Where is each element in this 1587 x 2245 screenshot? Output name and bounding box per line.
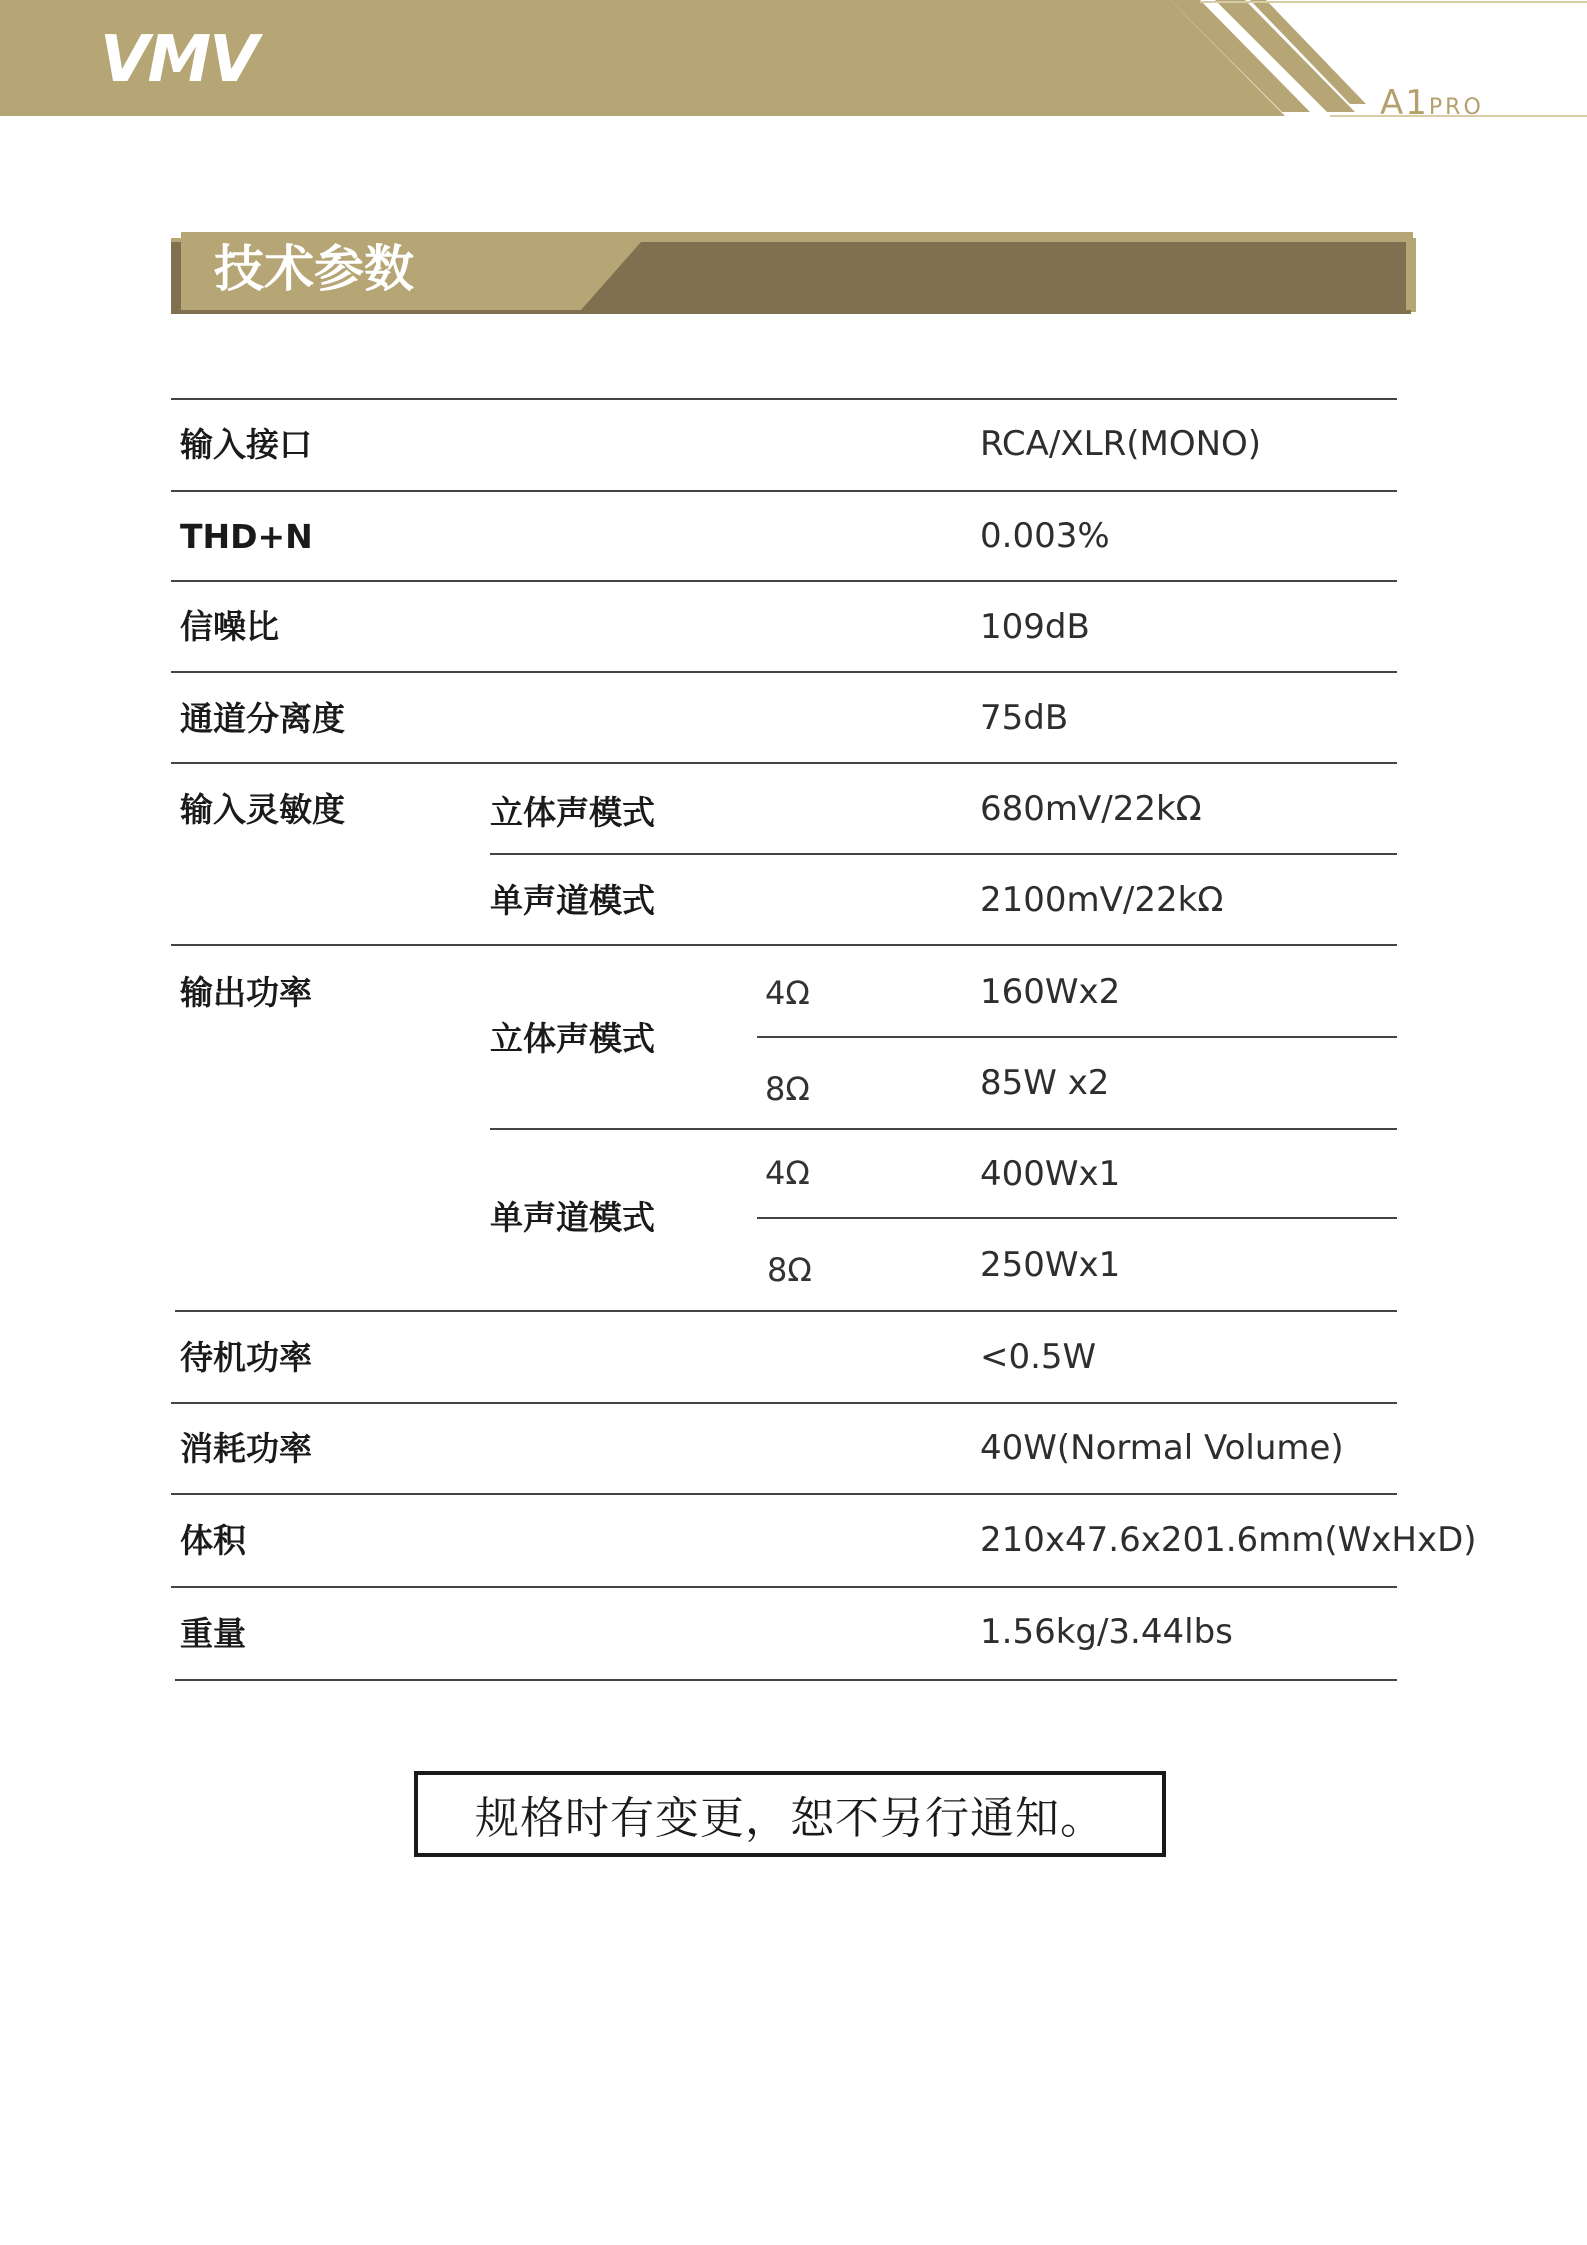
output-mono-load-8: 8Ω (767, 1251, 812, 1289)
output-stereo-value-4: 160Wx2 (980, 972, 1121, 1012)
weight-value: 1.56kg/3.44lbs (980, 1612, 1233, 1652)
sensitivity-mono-value: 2100mV/22kΩ (980, 880, 1224, 920)
snr-label: 信噪比 (180, 607, 279, 646)
thd-label: THD+N (180, 517, 313, 556)
change-notice-box (414, 1771, 1166, 1857)
output-mono-value-8: 250Wx1 (980, 1245, 1121, 1285)
section-title: 技术参数 (214, 240, 414, 298)
change-notice-text: 规格时有变更，恕不另行通知。 (475, 1793, 1105, 1844)
output-stereo-load-4: 4Ω (765, 974, 810, 1012)
weight-label: 重量 (180, 1614, 246, 1653)
separation-value: 75dB (980, 698, 1069, 738)
output-stereo-label: 立体声模式 (490, 1019, 655, 1058)
sensitivity-stereo-label: 立体声模式 (490, 793, 655, 832)
sensitivity-mono-label: 单声道模式 (490, 881, 655, 920)
output-mono-value-4: 400Wx1 (980, 1154, 1121, 1194)
consumption-value: 40W(Normal Volume) (980, 1428, 1344, 1468)
brand-logo: VMV (100, 23, 257, 97)
sensitivity-label: 输入灵敏度 (180, 790, 345, 829)
model-suffix: PRO (1428, 95, 1484, 120)
output-mono-label: 单声道模式 (490, 1198, 655, 1237)
consumption-label: 消耗功率 (180, 1429, 312, 1468)
separation-label: 通道分离度 (180, 699, 345, 738)
thd-value: 0.003% (980, 516, 1110, 556)
model-main: A1 (1380, 83, 1429, 123)
input-interface-value: RCA/XLR(MONO) (980, 424, 1262, 464)
snr-value: 109dB (980, 607, 1090, 647)
standby-label: 待机功率 (180, 1338, 312, 1377)
output-mono-load-4: 4Ω (765, 1154, 810, 1192)
output-stereo-value-8: 85W x2 (980, 1063, 1110, 1103)
output-stereo-load-8: 8Ω (765, 1070, 810, 1108)
volume-label: 体积 (180, 1521, 246, 1560)
volume-value: 210x47.6x201.6mm(WxHxD) (980, 1520, 1477, 1560)
standby-value: <0.5W (980, 1337, 1097, 1377)
output-power-label: 输出功率 (180, 973, 312, 1012)
input-interface-label: 输入接口 (180, 425, 312, 464)
sensitivity-stereo-value: 680mV/22kΩ (980, 789, 1202, 829)
